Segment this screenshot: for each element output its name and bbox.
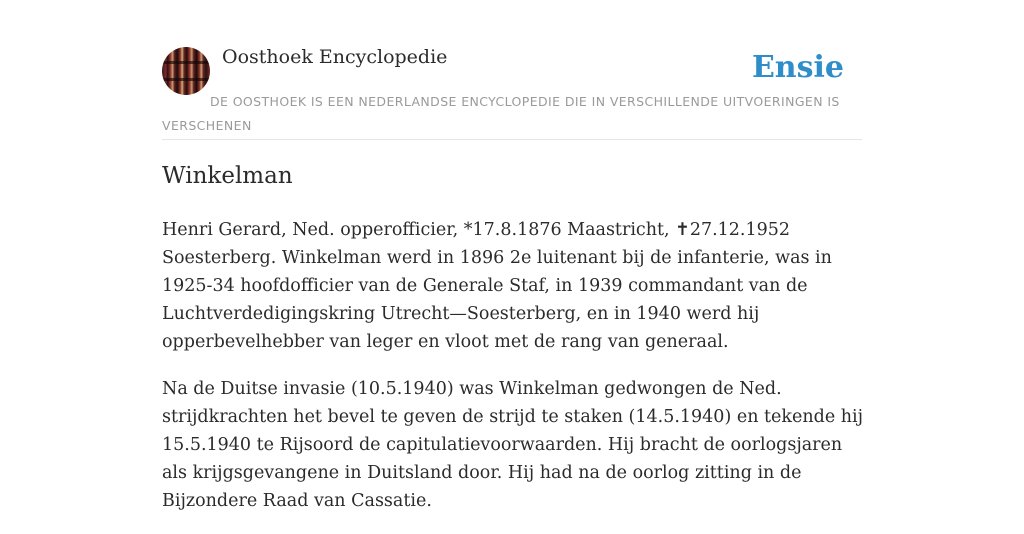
header bbox=[162, 0, 862, 140]
site-tagline: DE OOSTHOEK IS EEN NEDERLANDSE ENCYCLOPEDIE DIE IN VERSCHILLENDE UITVOERINGEN IS VERSCHENEN bbox=[162, 94, 840, 133]
page bbox=[162, 0, 864, 511]
article-body bbox=[162, 216, 872, 534]
brand-logo[interactable]: Ensie bbox=[751, 50, 844, 85]
article-title: Winkelman bbox=[162, 163, 293, 189]
site-name[interactable]: Oosthoek Encyclopedie bbox=[222, 46, 448, 68]
article-paragraph: Henri Gerard, Ned. opperofficier, *17.8.1876 Maastricht, ✝27.12.1952 Soesterberg. Winkelman werd in 1896 2e luitenant bij de infanterie, was in 1925-34 hoofdofficier van de Generale Staf, in 1939 commandant van de Luchtverdedigingskring Utrecht—Soesterberg, en in 1940 werd hij opperbevelhebber van leger en vloot met de rang van generaal. bbox=[162, 220, 832, 352]
encyclopedia-books-icon[interactable] bbox=[162, 47, 210, 95]
article-paragraph: Na de Duitse invasie (10.5.1940) was Winkelman gedwongen de Ned. strijdkrachten het bevel te geven de strijd te staken (14.5.1940) en tekende hij 15.5.1940 te Rijsoord de capitulatievoorwaarden. Hij bracht de oorlogsjaren als krijgsgevangene in Duitsland door. Hij had na de oorlog zitting in de Bijzondere Raad van Cassatie. bbox=[162, 379, 864, 511]
